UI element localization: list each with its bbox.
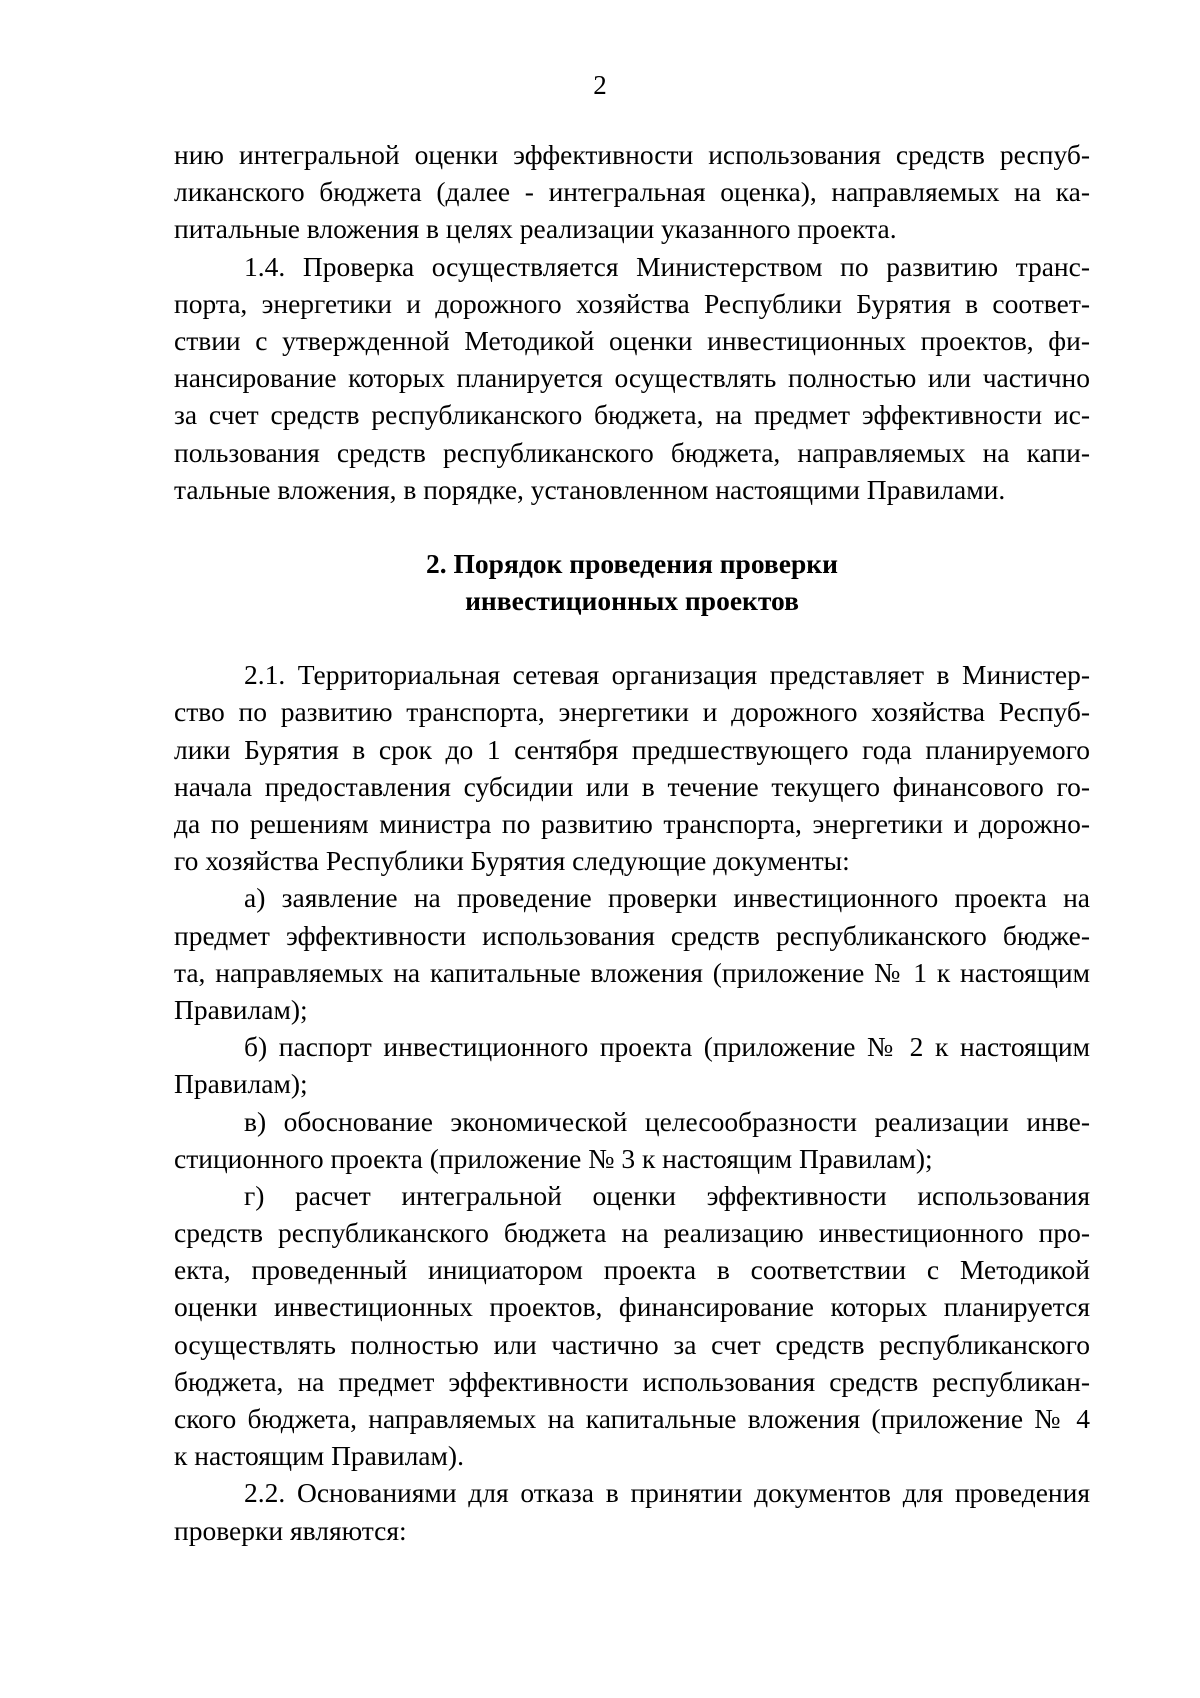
text-line: б) паспорт инвестиционного проекта (приложение № 2 к настоящим	[244, 1031, 1090, 1063]
page-number: 2	[593, 70, 607, 100]
text-line: стиционного проекта (приложение № 3 к настоящим Правилам);	[174, 1142, 933, 1174]
text-line: средств республиканского бюджета на реализацию инвестиционного про-	[174, 1217, 1090, 1249]
text-line: 1.4. Проверка осуществляется Министерством по развитию транс-	[244, 250, 1090, 282]
text-line: ствии с утвержденной Методикой оценки инвестиционных проектов, фи-	[174, 324, 1090, 356]
text-line: за счет средств республиканского бюджета, на предмет эффективности ис-	[174, 399, 1090, 431]
text-line: начала предоставления субсидии или в течение текущего финансового го-	[174, 770, 1090, 802]
item-v-paragraph	[174, 1103, 1090, 1177]
text-line: го хозяйства Республики Бурятия следующие документы:	[174, 845, 850, 877]
heading-line: инвестиционных проектов	[465, 585, 799, 617]
text-line: Правилам);	[174, 993, 308, 1025]
text-line: ство по развитию транспорта, энергетики и дорожного хозяйства Респуб-	[174, 696, 1090, 728]
text-line: 2.2. Основаниями для отказа в принятии документов для проведения	[244, 1477, 1090, 1509]
text-line: в) обоснование экономической целесообразности реализации инве-	[244, 1105, 1090, 1137]
text-line: предмет эффективности использования средств республиканского бюдже-	[174, 919, 1090, 951]
clause-2-1-paragraph	[174, 656, 1090, 879]
text-line: да по решениям министра по развитию транспорта, энергетики и дорожно-	[174, 808, 1090, 840]
text-line: а) заявление на проведение проверки инвестиционного проекта на	[244, 882, 1090, 914]
text-line: ликанского бюджета (далее - интегральная оценка), направляемых на ка-	[174, 176, 1090, 208]
text-line: проверки являются:	[174, 1514, 407, 1546]
text-line: нансирование которых планируется осуществлять полностью или частично	[174, 362, 1090, 394]
clause-2-2-paragraph	[174, 1474, 1090, 1548]
item-g-paragraph	[174, 1177, 1090, 1475]
section1-continuation-paragraph	[174, 136, 1090, 248]
text-line: тальные вложения, в порядке, установленном настоящими Правилами.	[174, 473, 1006, 505]
text-line: та, направляемых на капитальные вложения (приложение № 1 к настоящим	[174, 956, 1090, 988]
text-line: лики Бурятия в срок до 1 сентября предшествующего года планируемого	[174, 733, 1090, 765]
item-b-paragraph	[174, 1028, 1090, 1102]
text-line: ского бюджета, направляемых на капитальные вложения (приложение № 4	[174, 1403, 1090, 1435]
section-2-heading	[174, 545, 1090, 619]
text-line: порта, энергетики и дорожного хозяйства Республики Бурятия в соответ-	[174, 287, 1090, 319]
text-line: Правилам);	[174, 1068, 308, 1100]
text-line: осуществлять полностью или частично за счет средств республиканского	[174, 1328, 1090, 1360]
text-line: оценки инвестиционных проектов, финансирование которых планируется	[174, 1291, 1090, 1323]
text-line: бюджета, на предмет эффективности использования средств республикан-	[174, 1365, 1090, 1397]
text-line: г) расчет интегральной оценки эффективности использования	[244, 1179, 1090, 1211]
clause-1-4-paragraph	[174, 248, 1090, 508]
text-line: питальные вложения в целях реализации указанного проекта.	[174, 213, 897, 245]
text-line: к настоящим Правилам).	[174, 1440, 464, 1472]
text-line: екта, проведенный инициатором проекта в соответствии с Методикой	[174, 1254, 1090, 1286]
document-body	[174, 136, 1090, 1549]
text-line: нию интегральной оценки эффективности использования средств респуб-	[174, 139, 1090, 170]
text-line: пользования средств республиканского бюджета, направляемых на капи-	[174, 436, 1090, 468]
item-a-paragraph	[174, 879, 1090, 1028]
text-line: 2.1. Территориальная сетевая организация представляет в Министер-	[244, 659, 1090, 691]
heading-line: 2. Порядок проведения проверки	[426, 547, 838, 579]
